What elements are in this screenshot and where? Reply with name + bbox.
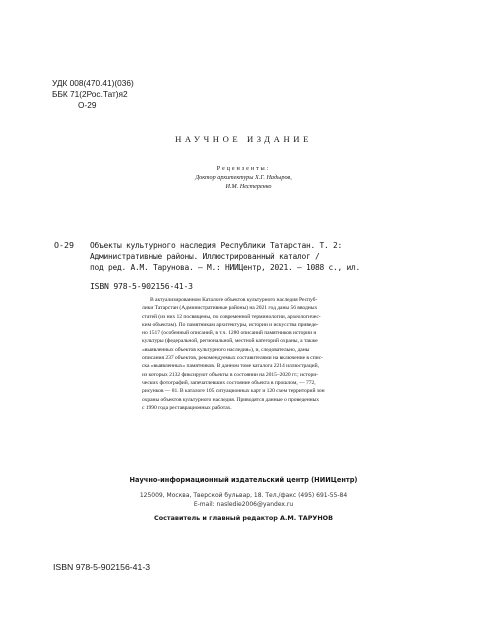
bbk-code: ББК 71(2Рос.Тат)я2 (52, 89, 128, 99)
abstract-line: из которых 2132 фиксируют объекты в состоянии на 2015–2020 гг.; истори- (142, 371, 318, 378)
bibliographic-code: О-29 (54, 240, 74, 250)
bibliographic-line: Объекты культурного наследия Республики Татарстан. Т. 2: (90, 241, 343, 250)
bibliographic-line: Административные районы. Иллюстрированный каталог / (90, 252, 320, 261)
publisher-address: 125009, Москва, Тверской бульвар, 18. Тел./факс (495) 691-55-84 (139, 492, 348, 499)
udk-code: УДК 008(470.41)(036) (52, 78, 134, 88)
abstract-line: культуры (федеральной, региональной, местной категорий охраны, а также (142, 338, 318, 345)
publisher-title: Научно-информационный издательский центр (НИИЦентр) (129, 476, 358, 484)
abstract-line: с 1990 года реставрационных работах. (142, 404, 232, 411)
abstract-line: ческих фотографий, запечатлевших состояние объекта в прошлом, — 772, (142, 379, 316, 386)
classification-block (52, 78, 134, 111)
author-mark: О-29 (78, 100, 97, 110)
publisher-block (0, 476, 487, 522)
abstract-line: ким объектам). По памятникам архитектуры, истории и искусства приведе- (142, 321, 319, 328)
chief-editor: Составитель и главный редактор А.М. ТАРУНОВ (154, 514, 333, 522)
reviewer-name: И.М. Нестеренко (225, 182, 272, 190)
publisher-email: E-mail: nasledie2006@yandex.ru (193, 501, 294, 508)
abstract-line: статей (из них 12 посвящены, по современной терминологии, археологичес- (142, 313, 321, 320)
abstract-line: ска «выявленных» памятников. В данном томе каталога 2214 иллюстраций, (142, 363, 319, 370)
reviewers-block (0, 165, 487, 191)
abstract-line: описания 237 объектов, рекомендуемых составителями на включение в спис- (142, 355, 323, 362)
reviewers-label: Рецензенты: (216, 165, 271, 172)
abstract-block (142, 296, 424, 412)
reviewer-name: Доктор архитектуры Х.Г. Надыров, (195, 173, 292, 181)
abstract-line: «выявленных объектов культурного наследия»), и, следовательно, даны (142, 346, 310, 353)
abstract-line: лики Татарстан (Административные районы) на 2021 год даны 56 вводных (142, 305, 318, 312)
abstract-line: но 1517 (особенный описаний, в т.ч. 1280 описаний памятников истории и (142, 330, 317, 337)
bibliographic-line: под ред. А.М. Тарунова. — М.: НИИЦентр, 2021. — 1088 с., ил. (90, 263, 361, 272)
publication-type-heading: НАУЧНОЕ ИЗДАНИЕ (175, 134, 312, 144)
abstract-line: охраны объектов культурного наследия. Приводятся данные о проведенных (142, 396, 320, 403)
bibliographic-description (90, 240, 460, 273)
isbn-record: ISBN 978-5-902156-41-3 (90, 281, 193, 291)
abstract-line: рисунков — 81. В каталоге 105 ситуационных карт и 120 схем территорий зон (142, 388, 325, 395)
abstract-line: В актуализированном Каталоге объектов культурного наследия Респуб- (150, 297, 318, 303)
footer-isbn: ISBN 978-5-902156-41-3 (53, 562, 151, 572)
